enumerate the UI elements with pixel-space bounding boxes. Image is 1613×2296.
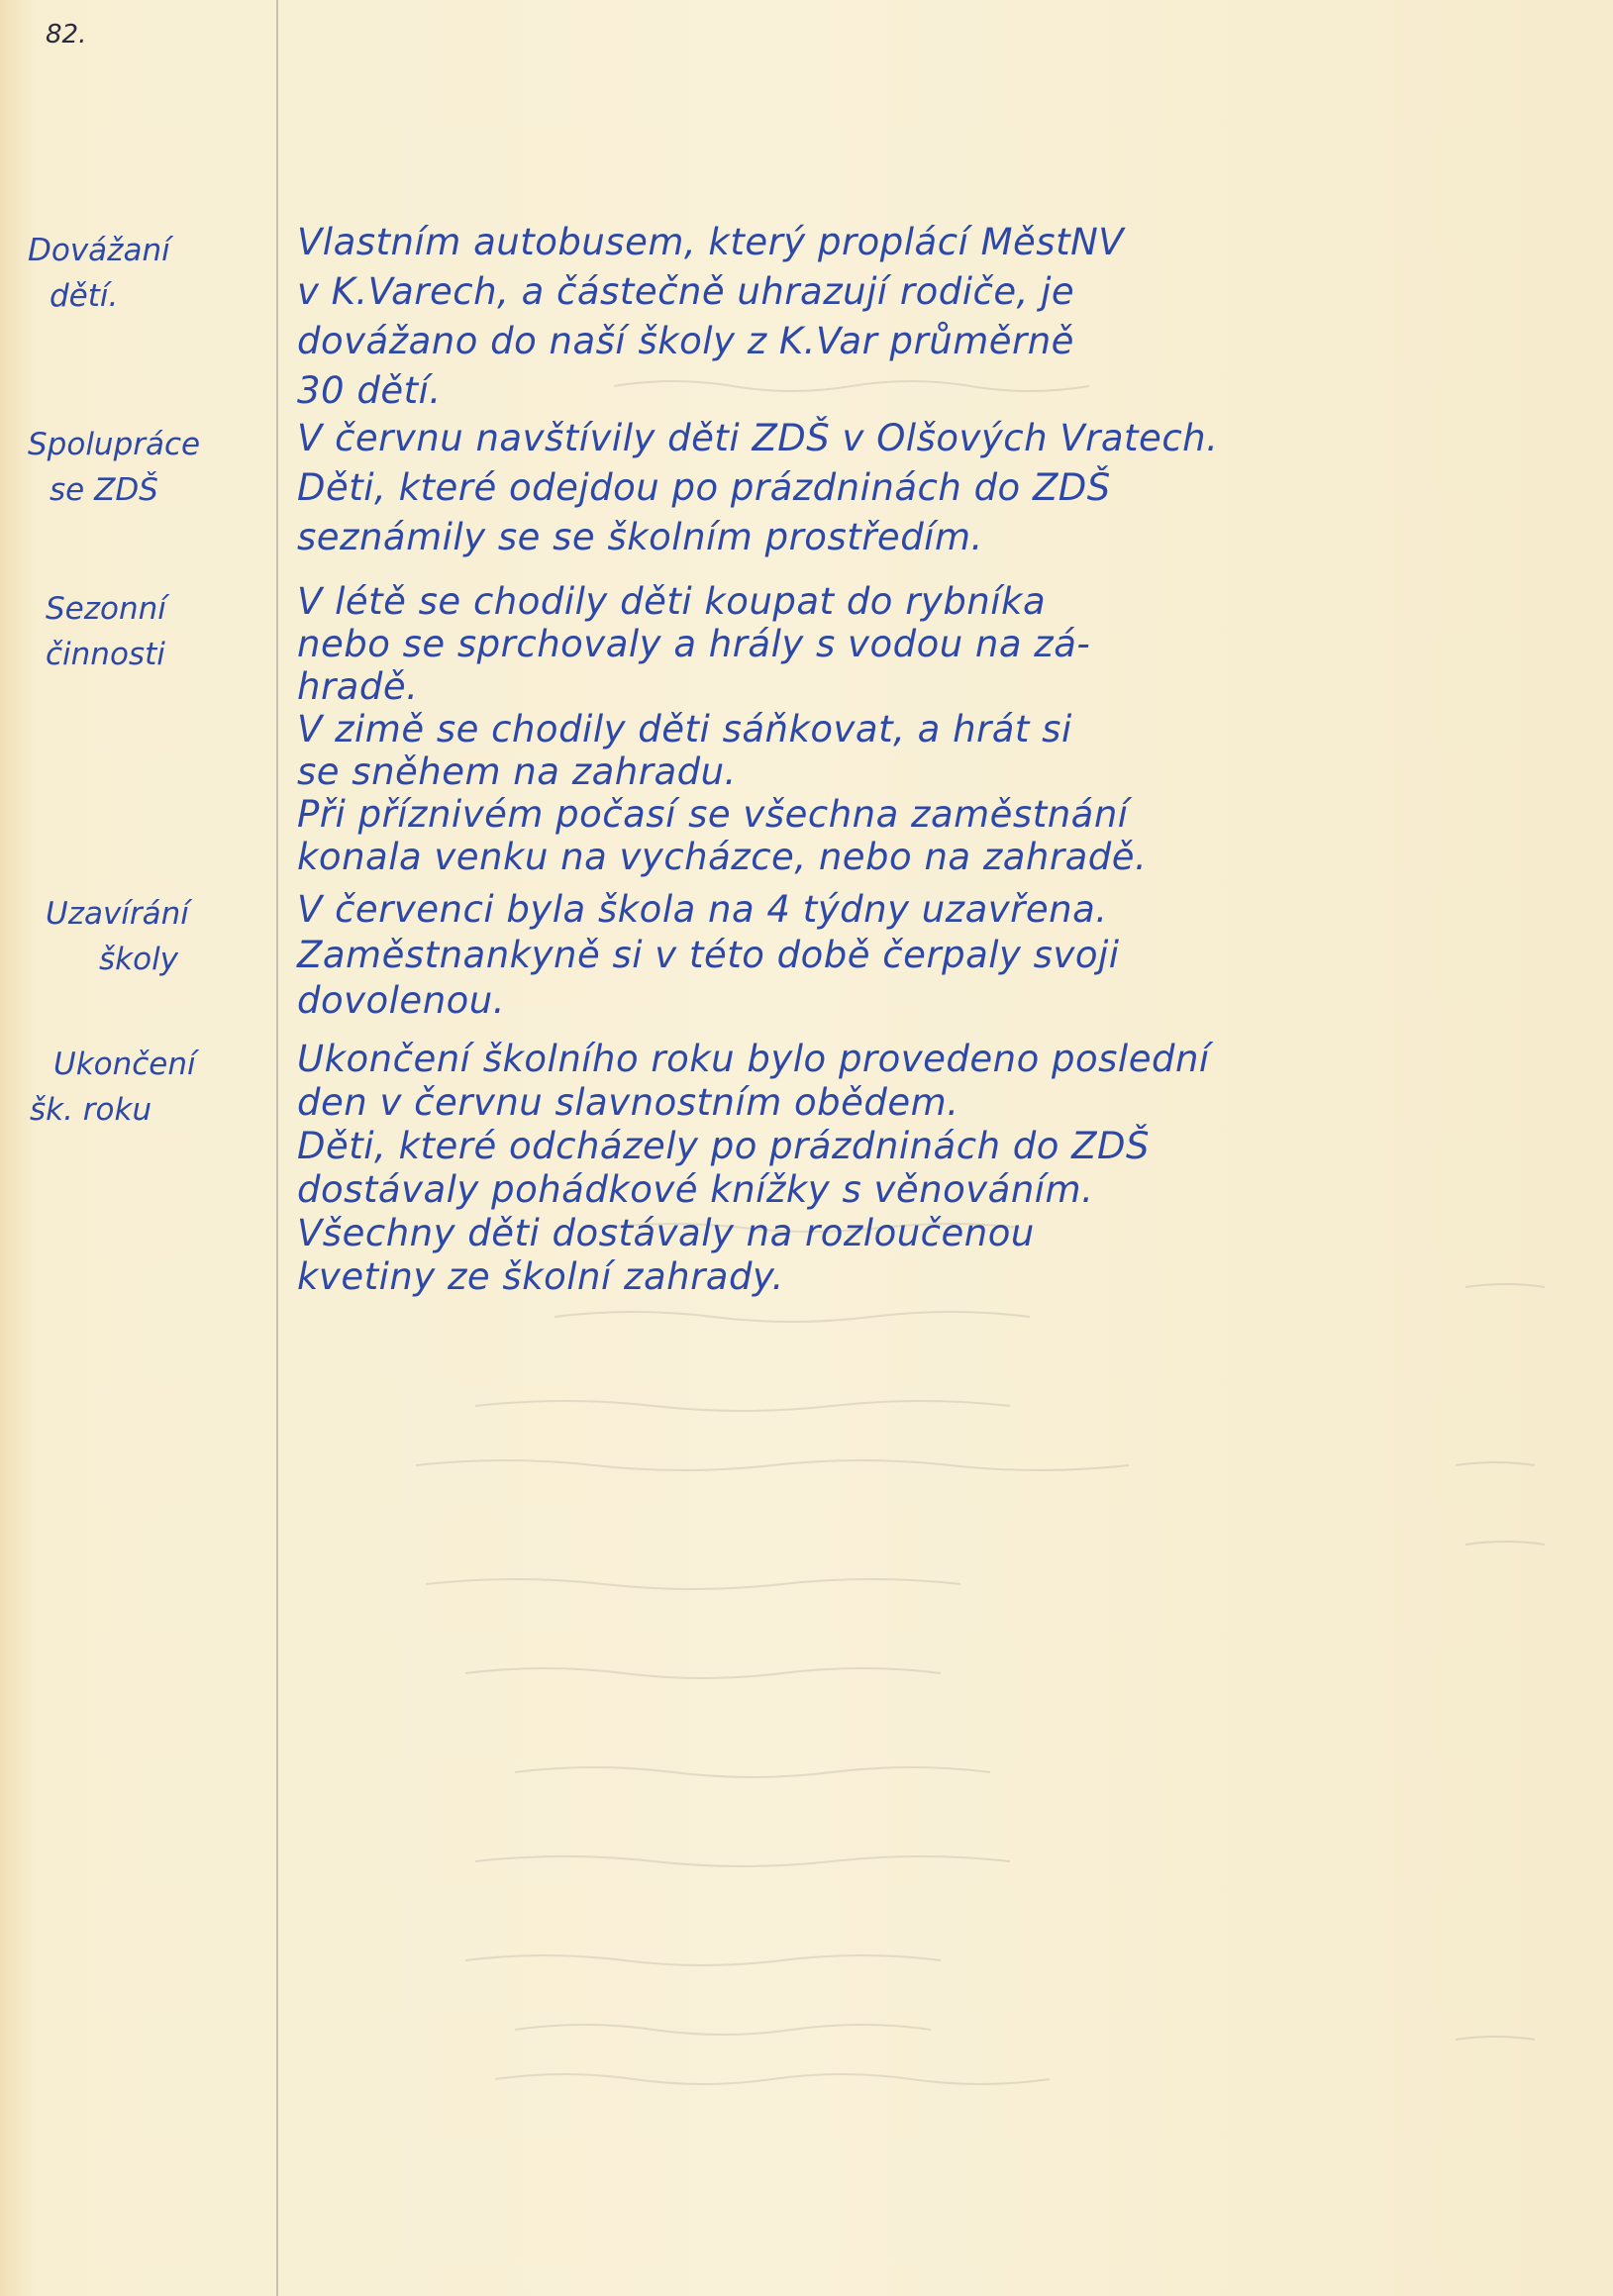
entry-label-line: Ukončení [53,1047,196,1082]
text-line: v K.Varech, a částečně uhrazují rodiče, je [297,270,1075,313]
entry-label-line: Sezonní [46,591,166,627]
text-line: konala venku na vycházce, nebo na zahradě. [297,836,1148,878]
entry-label-line: šk. roku [30,1092,152,1128]
entry-label-line: Spolupráce [28,427,201,462]
entry-label [28,228,270,319]
text-line: seznámily se se školním prostředím. [297,516,983,558]
entry-label-line: činnosti [46,637,165,672]
text-line: Ukončení školního roku bylo provedeno poslední [297,1038,1210,1080]
text-line: den v červnu slavnostním obědem. [297,1081,959,1124]
margin-rule [276,0,278,2296]
entry-label-line: školy [99,942,179,977]
entry-label [28,891,270,982]
text-line: Děti, které odcházely po prázdninách do ZDŠ [297,1125,1150,1167]
text-line: nebo se sprchovaly a hrály s vodou na zá- [297,623,1091,665]
entry-label [28,586,270,677]
entry-text [297,580,1584,878]
entry-text [297,218,1584,416]
page-number: 82. [46,20,87,50]
text-line: Vlastním autobusem, který proplácí MěstNV [297,221,1125,263]
text-line: Zaměstnankyně si v této době čerpaly svoji [297,934,1120,976]
entry-label-line: Dovážaní [28,233,170,268]
text-line: dovážano do naší školy z K.Var průměrně [297,320,1074,362]
text-line: dostávaly pohádkové knížky s věnováním. [297,1168,1094,1211]
entry-label [28,1042,270,1133]
text-line: hradě. [297,665,419,708]
text-line: V červenci byla škola na 4 týdny uzavřena. [297,888,1108,931]
text-line: dovolenou. [297,979,505,1022]
entry-label-line: Uzavírání [46,896,189,932]
entry-text [297,887,1584,1024]
entry-text [297,414,1584,562]
entry-label [28,422,270,513]
text-line: V létě se chodily děti koupat do rybníka [297,580,1047,623]
text-line: V červnu navštívily děti ZDŠ v Olšových Vratech. [297,417,1219,459]
entry-label-line: dětí. [50,278,119,314]
text-line: Při příznivém počasí se všechna zaměstnání [297,793,1129,836]
entry-label-line: se ZDŠ [50,472,158,508]
text-line: Děti, které odejdou po prázdninách do ZDŠ [297,466,1111,509]
text-line: se sněhem na zahradu. [297,750,737,793]
text-line: kvetiny ze školní zahrady. [297,1255,784,1298]
text-line: V zimě se chodily děti sáňkovat, a hrát si [297,708,1072,750]
text-line: 30 dětí. [297,369,442,412]
text-line: Všechny děti dostávaly na rozloučenou [297,1212,1035,1254]
entry-text [297,1038,1584,1299]
